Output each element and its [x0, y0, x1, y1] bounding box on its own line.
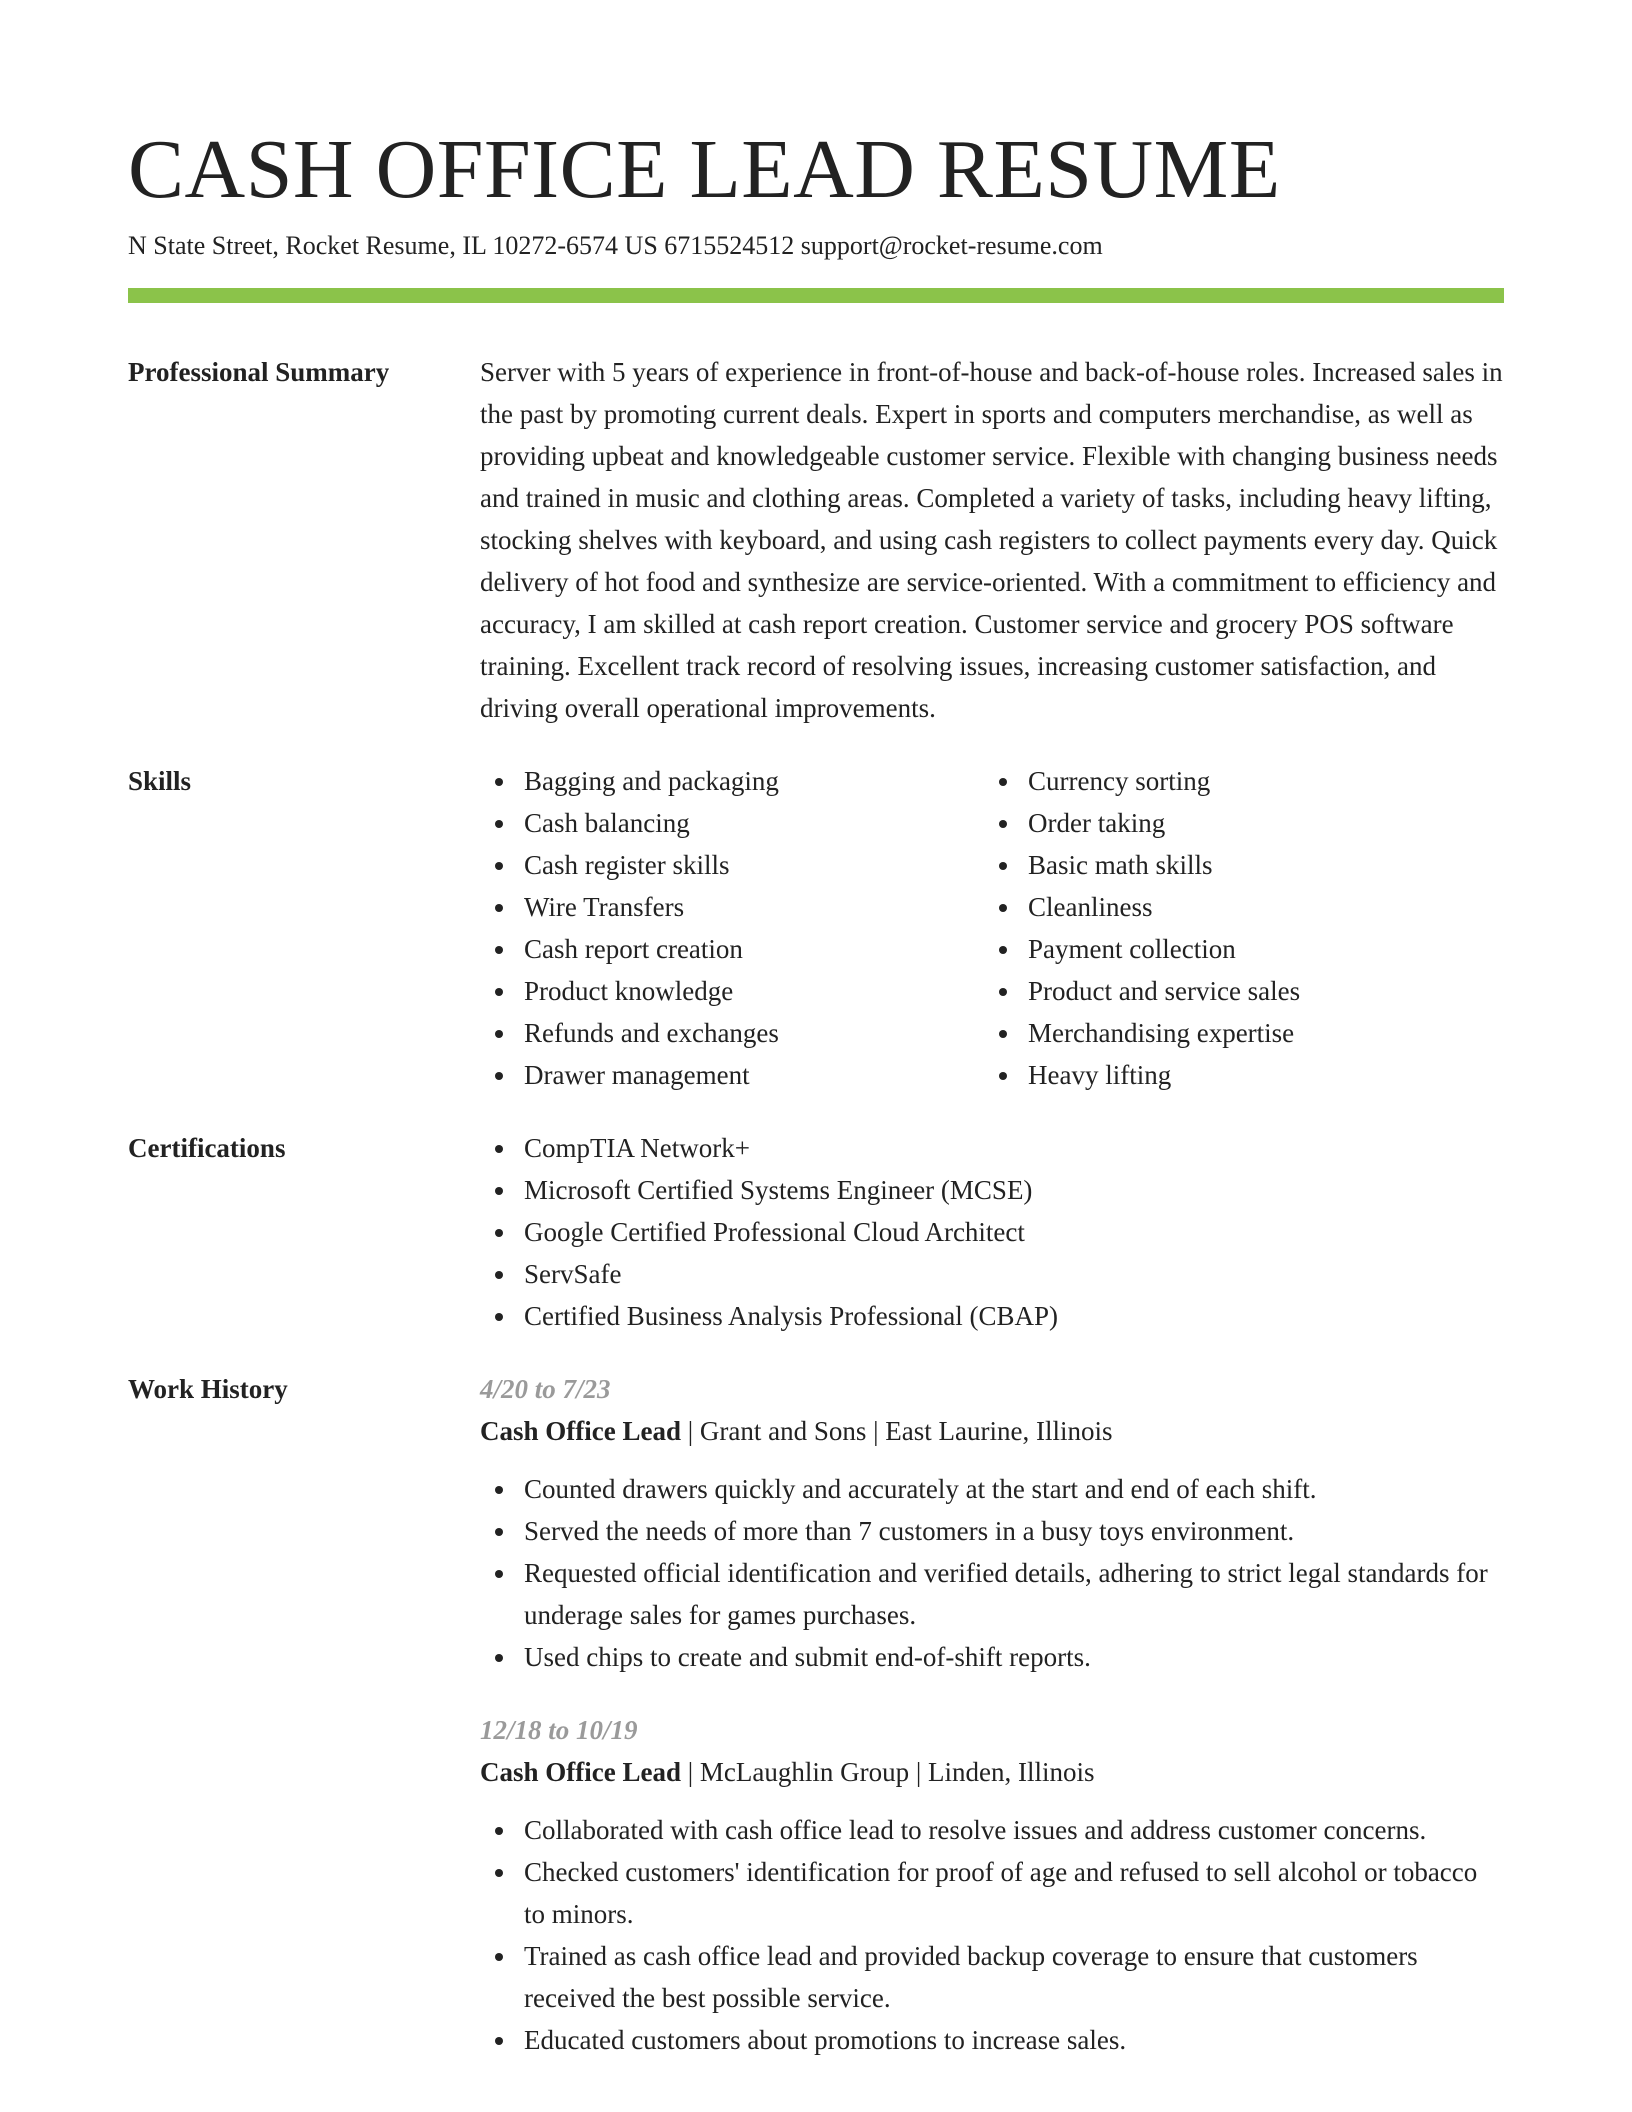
certification-item: Google Certified Professional Cloud Architect [480, 1211, 1504, 1253]
job-bullet: Served the needs of more than 7 customers in a busy toys environment. [480, 1510, 1504, 1552]
section-heading-certifications: Certifications [128, 1133, 286, 1163]
skill-item: Heavy lifting [984, 1054, 1488, 1096]
accent-divider [128, 288, 1504, 303]
skills-section [128, 760, 1504, 1096]
skill-item: Merchandising expertise [984, 1012, 1488, 1054]
job-bullet: Collaborated with cash office lead to resolve issues and address customer concerns. [480, 1809, 1504, 1851]
job-bullets [480, 1468, 1504, 1678]
resume-page [128, 0, 1504, 2061]
work-history-section [128, 1368, 1504, 2061]
skill-item: Cash register skills [480, 844, 984, 886]
skills-list-right [984, 760, 1488, 1096]
contact-line: N State Street, Rocket Resume, IL 10272-6574 US 6715524512 support@rocket-resume.com [128, 231, 1103, 260]
section-heading-work-history: Work History [128, 1374, 288, 1404]
job-bullet: Counted drawers quickly and accurately at the start and end of each shift. [480, 1468, 1504, 1510]
job-bullet: Used chips to create and submit end-of-shift reports. [480, 1636, 1504, 1678]
summary-text: Server with 5 years of experience in front-of-house and back-of-house roles. Increased sales in the past by promoting current deals. Expert in sports and computers merchandise, as well as providing upbeat and knowledgeable customer service. Flexible with changing business needs and trained in music and clothing areas. Completed a variety of tasks, including heavy lifting, stocking shelves with keyboard, and using cash registers to collect payments every day. Quick delivery of hot food and synthesize are service-oriented. With a commitment to efficiency and accuracy, I am skilled at cash report creation. Customer service and grocery POS software training. Excellent track record of resolving issues, increasing customer satisfaction, and driving overall operational improvements. [480, 357, 1503, 723]
skill-item: Wire Transfers [480, 886, 984, 928]
job-bullet: Checked customers' identification for proof of age and refused to sell alcohol or tobacco to minors. [480, 1851, 1504, 1935]
job-entry [480, 1368, 1504, 1678]
skill-item: Bagging and packaging [480, 760, 984, 802]
skills-list-left [480, 760, 984, 1096]
skill-item: Cash report creation [480, 928, 984, 970]
certification-item: Microsoft Certified Systems Engineer (MCSE) [480, 1169, 1504, 1211]
job-bullet: Educated customers about promotions to increase sales. [480, 2019, 1504, 2061]
job-bullet: Requested official identification and verified details, adhering to strict legal standards for underage sales for games purchases. [480, 1552, 1504, 1636]
skill-item: Order taking [984, 802, 1488, 844]
job-heading [480, 1751, 1504, 1793]
job-entry [480, 1709, 1504, 2061]
job-title: Cash Office Lead [480, 1757, 681, 1787]
skill-item: Payment collection [984, 928, 1488, 970]
job-title: Cash Office Lead [480, 1416, 681, 1446]
certification-item: CompTIA Network+ [480, 1127, 1504, 1169]
certification-item: ServSafe [480, 1253, 1504, 1295]
job-details: | McLaughlin Group | Linden, Illinois [680, 1757, 1095, 1787]
skill-item: Basic math skills [984, 844, 1488, 886]
resume-title: CASH OFFICE LEAD RESUME [128, 123, 1281, 216]
section-heading-skills: Skills [128, 766, 192, 796]
section-heading-summary: Professional Summary [128, 357, 390, 387]
skill-item: Product and service sales [984, 970, 1488, 1012]
certification-item: Certified Business Analysis Professional (CBAP) [480, 1295, 1504, 1337]
job-bullet: Trained as cash office lead and provided backup coverage to ensure that customers received the best possible service. [480, 1935, 1504, 2019]
job-details: | Grant and Sons | East Laurine, Illinois [680, 1416, 1113, 1446]
skill-item: Drawer management [480, 1054, 984, 1096]
certifications-list [480, 1127, 1504, 1337]
job-dates: 12/18 to 10/19 [480, 1715, 638, 1745]
job-heading [480, 1410, 1504, 1452]
skill-item: Cash balancing [480, 802, 984, 844]
job-dates: 4/20 to 7/23 [480, 1374, 611, 1404]
skill-item: Currency sorting [984, 760, 1488, 802]
summary-section [128, 351, 1504, 729]
certifications-section [128, 1127, 1504, 1337]
skill-item: Product knowledge [480, 970, 984, 1012]
skill-item: Refunds and exchanges [480, 1012, 984, 1054]
job-bullets [480, 1809, 1504, 2061]
skill-item: Cleanliness [984, 886, 1488, 928]
